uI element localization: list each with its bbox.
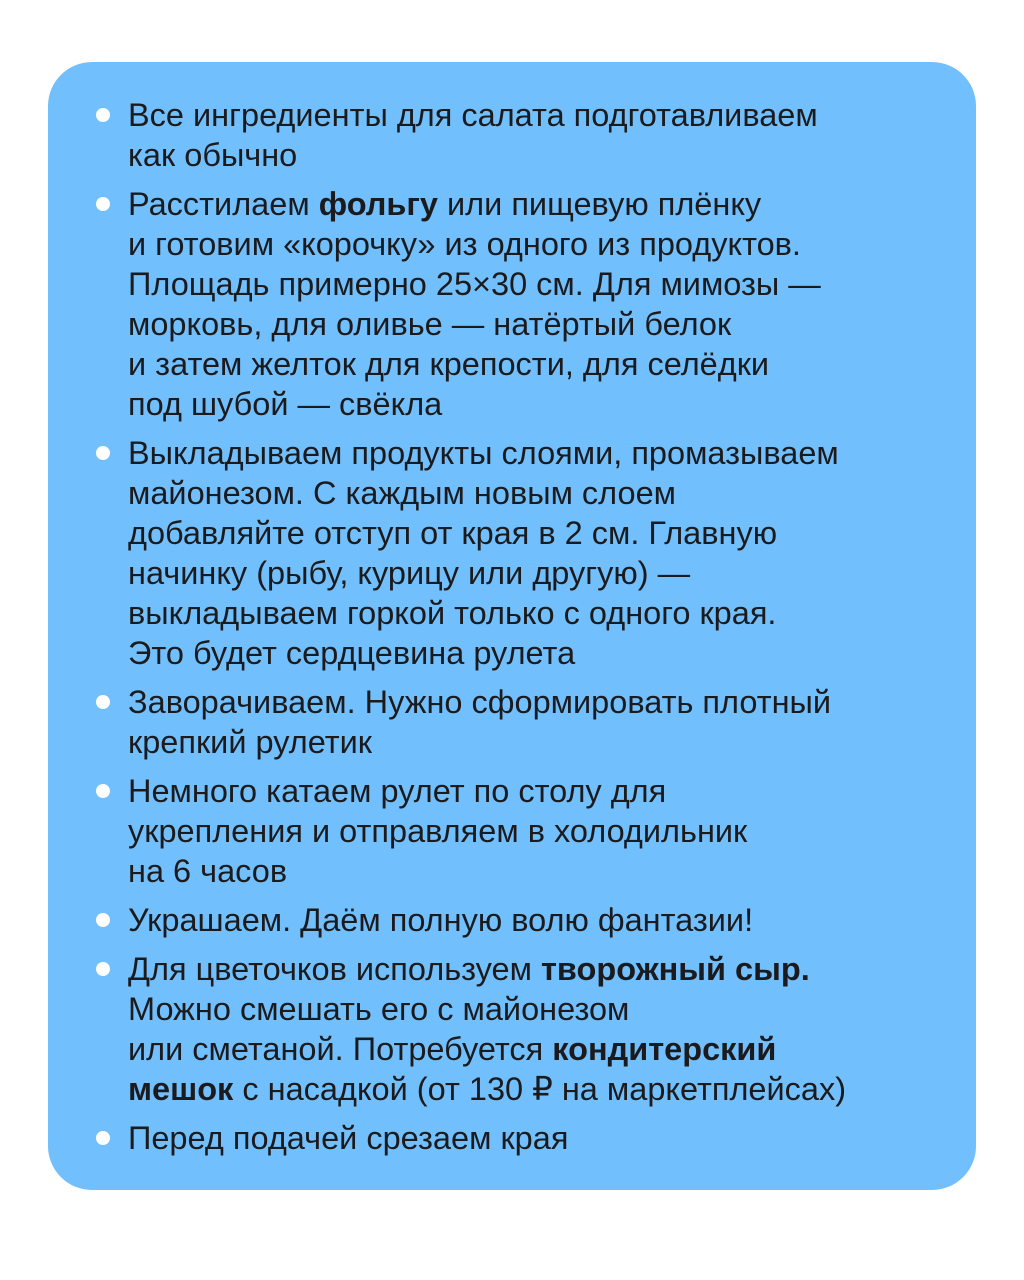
instructions-card: [48, 62, 976, 1190]
step-1: [128, 95, 936, 175]
bullet-dot: [96, 962, 110, 976]
step-8: [128, 1118, 936, 1158]
step-text-line: добавляйте отступ от края в 2 см. Главную: [128, 515, 778, 551]
bullet-dot: [96, 1131, 110, 1145]
step-6: [128, 900, 936, 940]
step-text-line: укрепления и отправляем в холодильник: [128, 813, 748, 849]
step-text-line: на 6 часов: [128, 853, 288, 889]
step-text-line: Выкладываем продукты слоями, промазываем: [128, 435, 839, 471]
step-text: с насадкой (от 130 ₽ на маркетплейсах): [233, 1071, 847, 1107]
bold-term-bag: мешок: [128, 1071, 234, 1107]
step-2: [128, 184, 936, 424]
step-text-line: под шубой — свёкла: [128, 386, 443, 422]
bullet-dot: [96, 784, 110, 798]
bold-term-cream-cheese: творожный сыр.: [541, 951, 810, 987]
step-3: [128, 433, 936, 673]
bullet-dot: [96, 695, 110, 709]
step-text-line: и готовим «корочку» из одного из продуктов.: [128, 226, 801, 262]
bold-term-foil: фольгу: [318, 186, 438, 222]
bold-term-piping-bag: кондитерский: [552, 1031, 777, 1067]
step-text-line: [128, 184, 936, 224]
step-text: Расстилаем: [128, 186, 319, 222]
step-text-line: и затем желток для крепости, для селёдки: [128, 346, 770, 382]
step-text-line: начинку (рыбу, курицу или другую) —: [128, 555, 691, 591]
step-text-line: [128, 949, 936, 989]
step-text-line: Украшаем. Даём полную волю фантазии!: [128, 902, 754, 938]
step-text-line: крепкий рулетик: [128, 724, 372, 760]
step-4: [128, 682, 936, 762]
step-text-line: как обычно: [128, 137, 298, 173]
step-text-line: [128, 1029, 936, 1069]
step-text: Для цветочков используем: [128, 951, 542, 987]
bullet-dot: [96, 913, 110, 927]
step-text-line: Площадь примерно 25×30 см. Для мимозы —: [128, 266, 821, 302]
step-text-line: Все ингредиенты для салата подготавливаем: [128, 97, 818, 133]
step-text-line: [128, 1069, 936, 1109]
step-text-line: морковь, для оливье — натёртый белок: [128, 306, 732, 342]
step-text: или сметаной. Потребуется: [128, 1031, 553, 1067]
steps-list: [128, 95, 936, 1158]
step-text: или пищевую плёнку: [438, 186, 762, 222]
step-text-line: выкладываем горкой только с одного края.: [128, 595, 777, 631]
bullet-dot: [96, 197, 110, 211]
step-7: [128, 949, 936, 1109]
step-text-line: майонезом. С каждым новым слоем: [128, 475, 677, 511]
bullet-dot: [96, 446, 110, 460]
step-text-line: Можно смешать его с майонезом: [128, 991, 630, 1027]
bullet-dot: [96, 108, 110, 122]
step-text-line: Это будет сердцевина рулета: [128, 635, 576, 671]
step-text-line: Немного катаем рулет по столу для: [128, 773, 667, 809]
step-text-line: Заворачиваем. Нужно сформировать плотный: [128, 684, 832, 720]
step-text-line: Перед подачей срезаем края: [128, 1120, 569, 1156]
step-5: [128, 771, 936, 891]
